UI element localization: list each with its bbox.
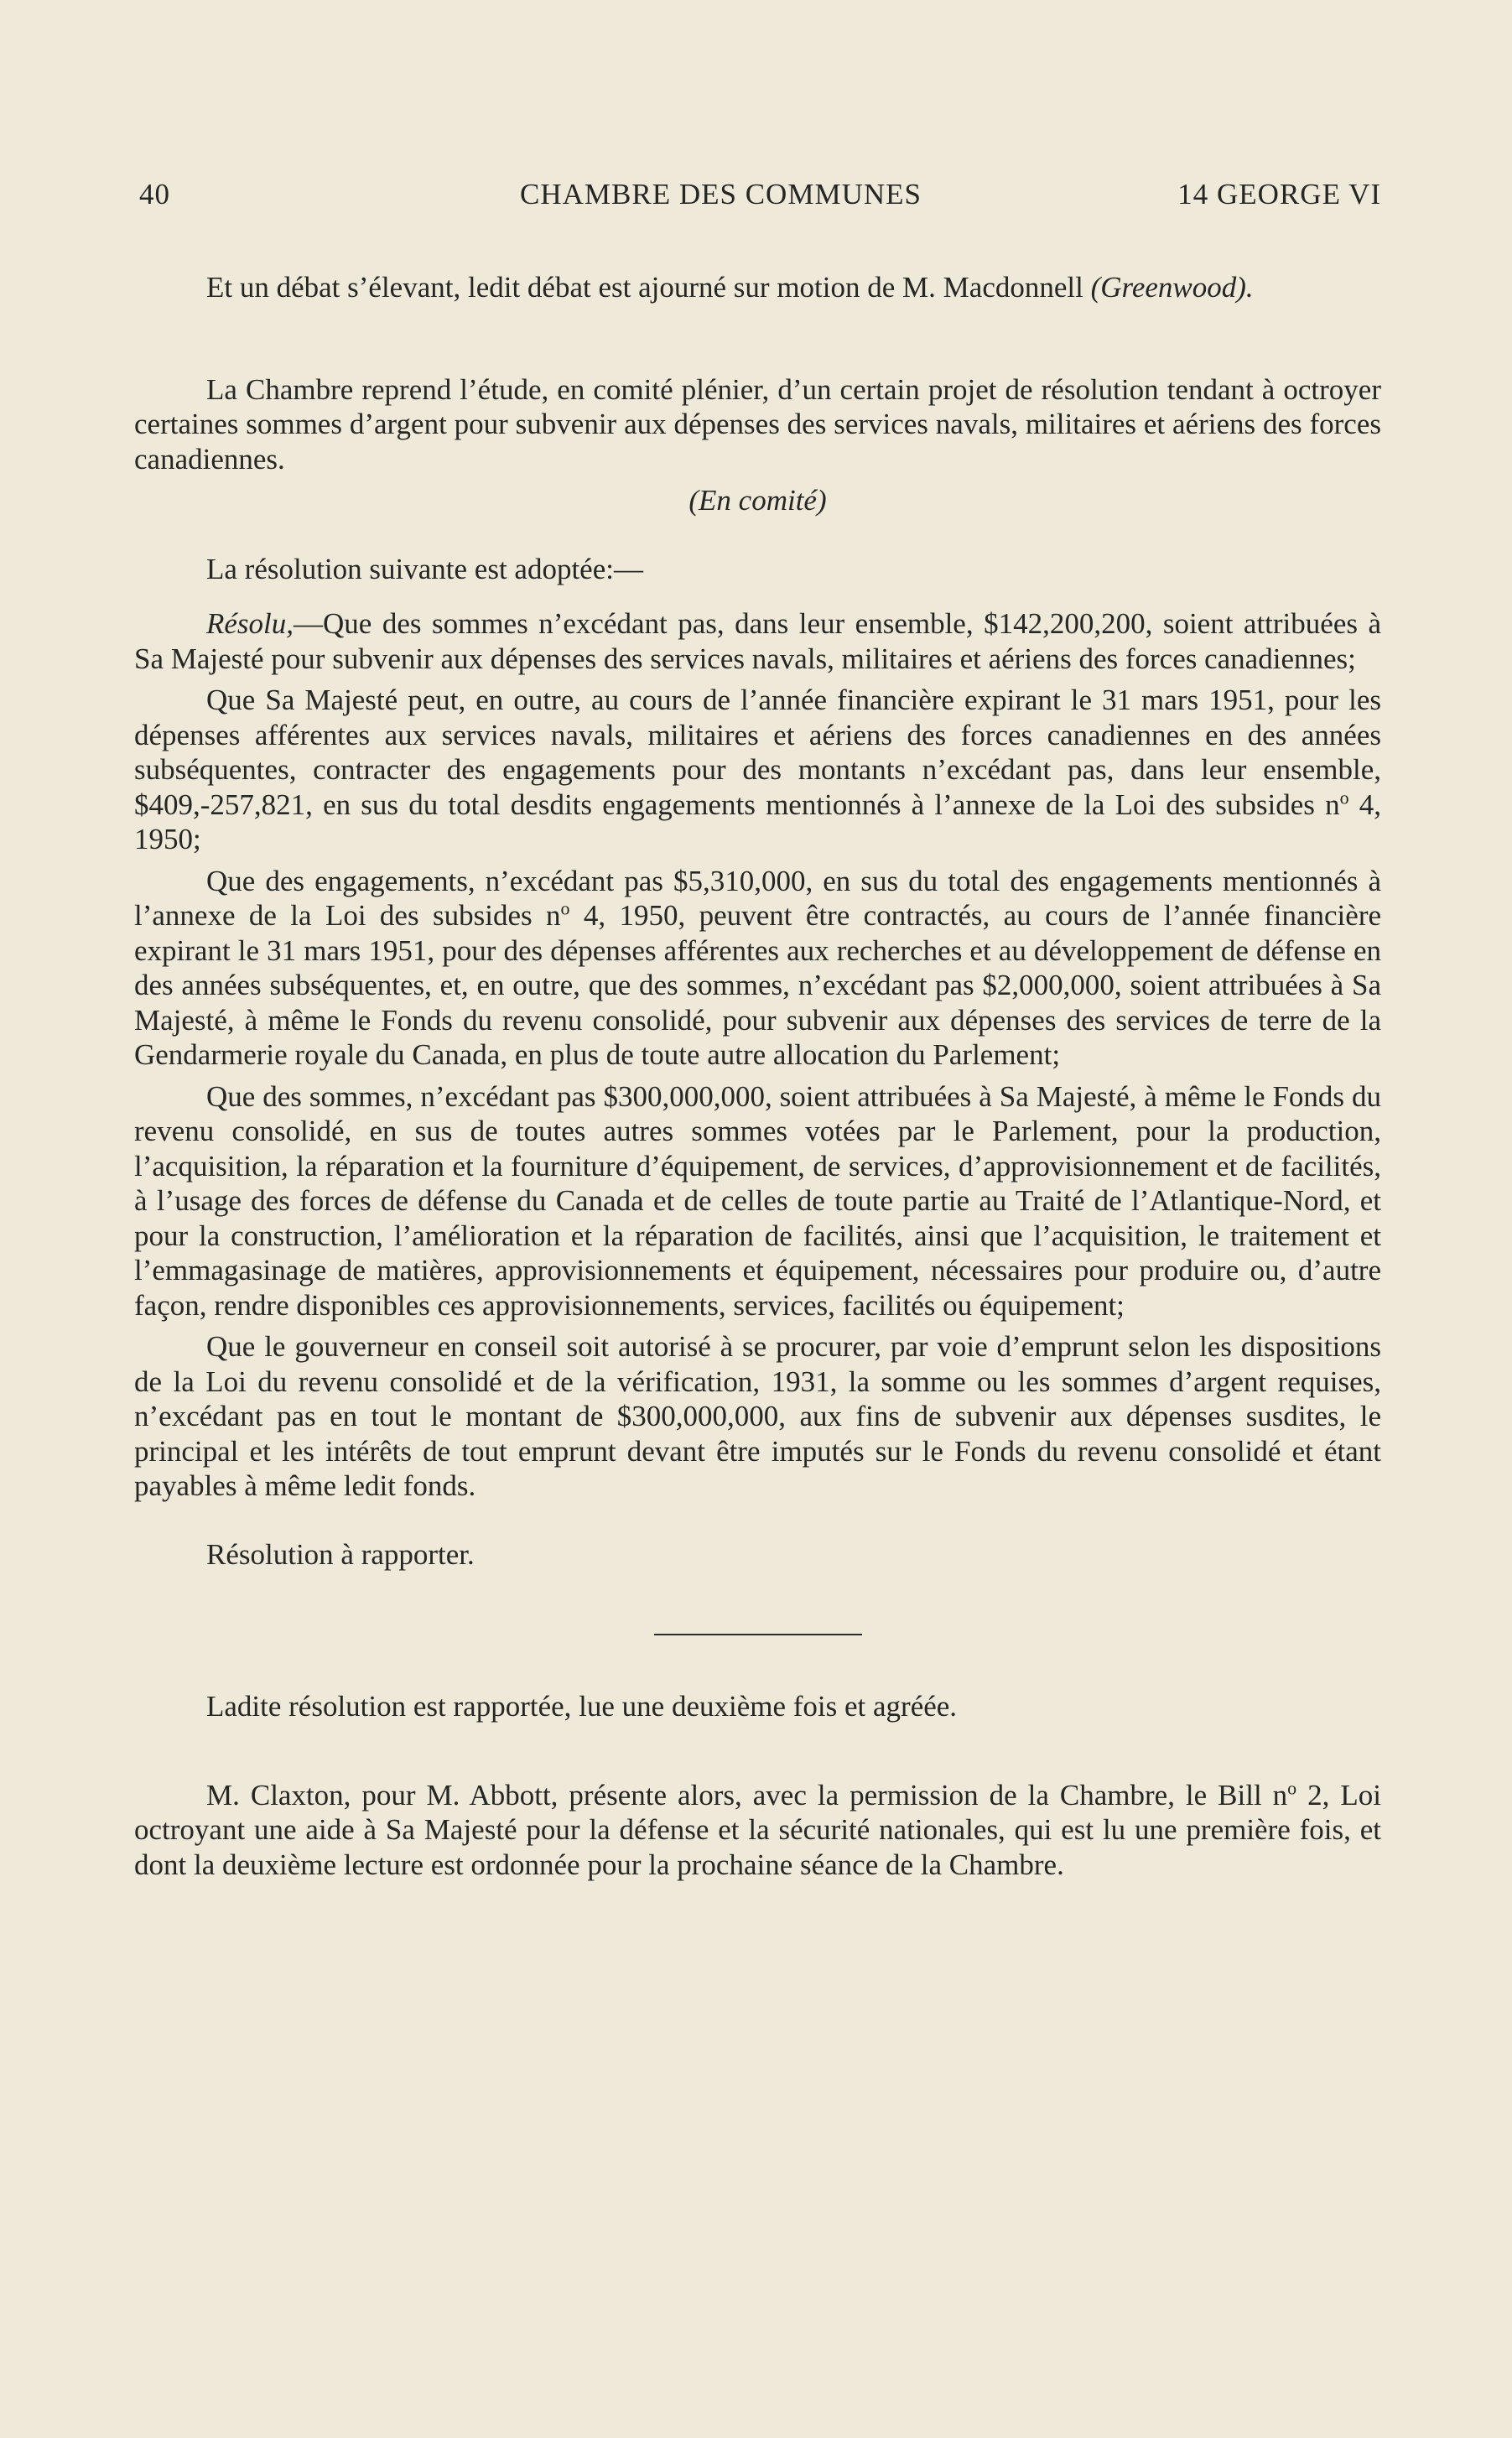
paragraph-to-report: Résolution à rapporter. bbox=[206, 1537, 475, 1571]
running-title: CHAMBRE DES COMMUNES bbox=[520, 178, 922, 211]
riding-name: (Greenwood). bbox=[1090, 271, 1254, 304]
page-header bbox=[134, 178, 1381, 228]
superscript: o bbox=[560, 897, 570, 919]
resolved-lead: Résolu, bbox=[206, 607, 294, 640]
in-committee-heading: (En comité) bbox=[688, 484, 827, 517]
paragraph-text: M. Claxton, pour M. Abbott, présente alors, avec la permission de la Chambre, le Bill n bbox=[206, 1778, 1288, 1812]
paragraph-text: Que Sa Majesté peut, en outre, au cours de l’année financière expirant le 31 mars 1951, pour les dépenses afférentes aux services navals, militaires et aériens des forces canadiennes en des années subséquentes, contracter des engagements pour des montants n’excédant pas, dans leur ensemble, $409,-257,821, en sus du total desdits engagements mentionnés à l’annexe de la Loi des subsides n bbox=[134, 684, 1381, 821]
paragraph-resolution-adopted: La résolution suivante est adoptée:— bbox=[206, 552, 643, 585]
paragraph-reported: Ladite résolution est rapportée, lue une deuxième fois et agréée. bbox=[206, 1690, 958, 1723]
section-divider bbox=[654, 1634, 862, 1635]
paragraph-engagements-naval bbox=[134, 683, 1381, 857]
superscript: o bbox=[1339, 786, 1349, 808]
paragraph-bill-introduced bbox=[134, 1778, 1381, 1883]
paragraph-debate-adjourned bbox=[134, 270, 1381, 305]
paragraph-text: Et un débat s’élevant, ledit débat est ajourné sur motion de M. Macdonnell bbox=[206, 271, 1091, 304]
paragraph-committee-study: La Chambre reprend l’étude, en comité plénier, d’un certain projet de résolution tendant à octroyer certaines sommes d’argent pour subvenir aux dépenses des services navals, militaires et aériens des forces canadiennes. bbox=[134, 372, 1381, 476]
paragraph-text: 4, 1950; bbox=[134, 788, 1382, 855]
paragraph-text: 2, Loi octroyant une aide à Sa Majesté pour la défense et la sécurité nationales, qui est lu une première fois, et dont la deuxième lecture est ordonnée pour la prochaine séance de la Chambre. bbox=[134, 1778, 1381, 1881]
paragraph-text: —Que des sommes n’excédant pas, dans leur ensemble, $142,200,200, soient attribuées à Sa Majesté pour subvenir aux dépenses des services navals, militaires et aériens des forces canadiennes; bbox=[134, 607, 1381, 675]
paragraph-engagements-research bbox=[134, 864, 1381, 1073]
paragraph-text: 4, 1950, peuvent être contractés, au cours de l’année financière expirant le 31 mars 1951, pour des dépenses afférentes aux recherches et au développement de défense en des années subséquentes, et, en outre, que des sommes, n’excédant pas $2,000,000, soient attribuées à Sa Majesté, à même le Fonds du revenu consolidé, pour subvenir aux dépenses des services de terre de la Gendarmerie royale du Canada, en plus de toute autre allocation du Parlement; bbox=[134, 899, 1382, 1071]
page-number: 40 bbox=[139, 178, 170, 211]
reign-label: 14 GEORGE VI bbox=[1177, 178, 1381, 211]
document-page bbox=[134, 0, 1381, 2438]
paragraph-text: Que des engagements, n’excédant pas $5,310,000, en sus du total des engagements mentionnés à l’annexe de la Loi des subsides n bbox=[134, 864, 1381, 932]
paragraph-sums-defense: Que des sommes, n’excédant pas $300,000,000, soient attribuées à Sa Majesté, à même le Fonds du revenu consolidé, en sus de toutes autres sommes votées par le Parlement, pour la production, l’acquisition, la réparation et la fourniture d’équipement, de services, d’approvisionnement et de facilités, à l’usage des forces de défense du Canada et de celles de toute partie au Traité de l’Atlantique-Nord, et pour la construction, l’amélioration et la réparation de facilités, ainsi que l’acquisition, le traitement et l’emmagasinage de matières, approvisionnements et équipement, nécessaires pour produire ou, d’autre façon, rendre disponibles ces approvisionnements, services, facilités ou équipement; bbox=[134, 1079, 1381, 1322]
superscript: o bbox=[1287, 1776, 1297, 1798]
paragraph-borrowing: Que le gouverneur en conseil soit autorisé à se procurer, par voie d’emprunt selon les dispositions de la Loi du revenu consolidé et de la vérification, 1931, la somme ou les sommes d’argent requises, n’excédant pas en tout le montant de $300,000,000, aux fins de subvenir aux dépenses susdites, le principal et les intérêts de tout emprunt devant être imputés sur le Fonds du revenu consolidé et étant payables à même ledit fonds. bbox=[134, 1330, 1381, 1502]
paragraph-resolved bbox=[134, 606, 1381, 676]
document-body bbox=[134, 270, 1381, 1882]
